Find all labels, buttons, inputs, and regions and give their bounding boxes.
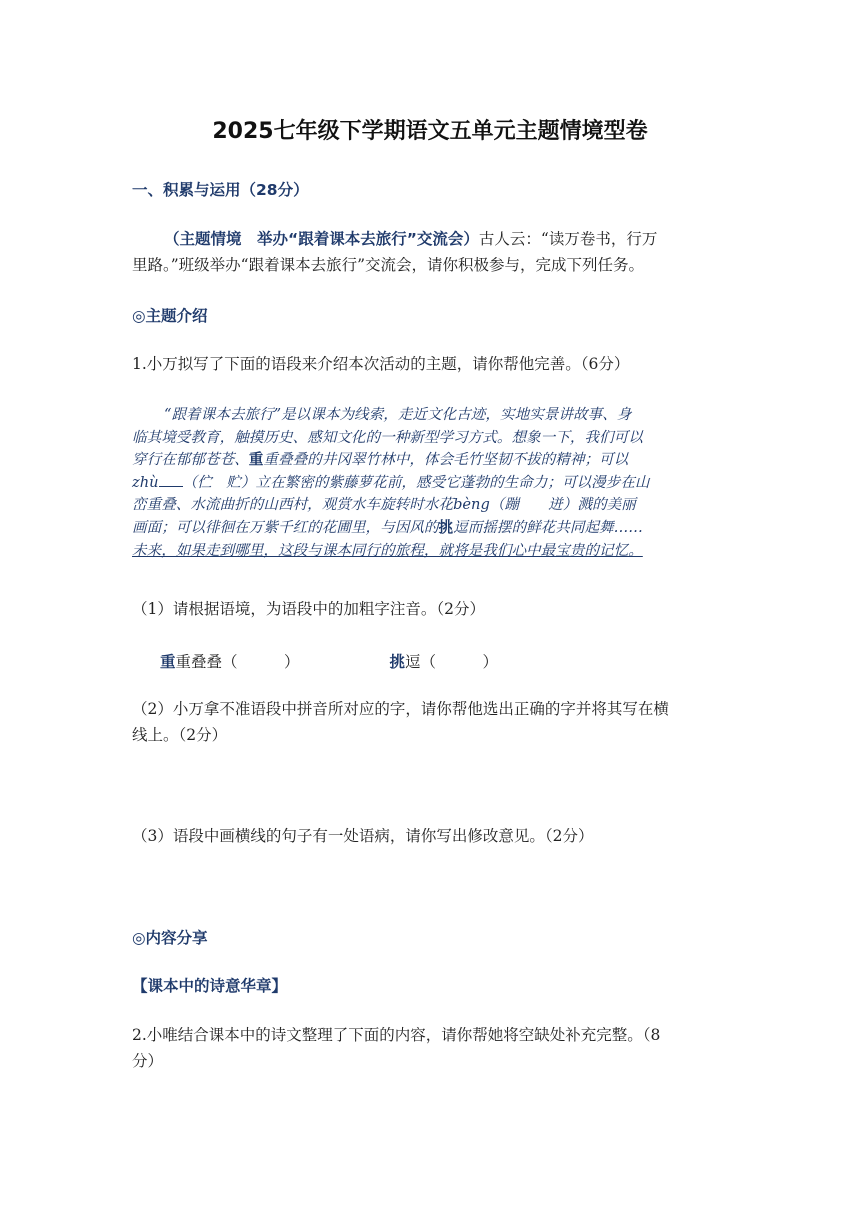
subquestion-2-prompt (132, 696, 736, 748)
passage-line: 临其境受教育，触摸历史、感知文化的一种新型学习方式。想象一下，我们可以 (132, 428, 643, 446)
theme-context-text-2: 里路。”班级举办“跟着课本去旅行”交流会，请你积极参与，完成下列任务。 (132, 256, 645, 274)
passage-line (132, 449, 732, 472)
subquestion-1-prompt: （1）请根据语境，为语段中的加粗字注音。（2分） (132, 600, 485, 618)
theme-context-paragraph (132, 226, 732, 278)
answer-blank[interactable] (159, 472, 183, 487)
theme-intro-heading: ◎主题介绍 (132, 307, 208, 325)
passage (132, 404, 732, 562)
bold-char-tiao: 挑 (438, 518, 454, 536)
answer-item-tiao-bold: 挑 (389, 653, 406, 671)
passage-line: 峦重叠、水流曲折的山西村，观赏水车旋转时水花bèng（蹦 迸）溅的美丽 (132, 496, 636, 514)
theme-context-label: （主题情境 举办“跟着课本去旅行”交流会） (164, 230, 479, 248)
answer-item-chong[interactable]: 重叠叠（ ） (175, 653, 300, 671)
subquestion-3-prompt: （3）语段中画横线的句子有一处语病，请你写出修改意见。（2分） (132, 827, 594, 845)
content-share-heading: ◎内容分享 (132, 929, 208, 947)
theme-context-text-1: 古人云：“读万卷书，行万 (478, 230, 658, 248)
section-heading-accumulation: 一、积累与运用（28分） (132, 181, 309, 199)
question-1-prompt: 1.小万拟写了下面的语段来介绍本次活动的主题，请你帮他完善。（6分） (132, 355, 630, 373)
poetry-heading: 【课本中的诗意华章】 (132, 977, 288, 995)
passage-text: 画面；可以徘徊在万紫千红的花圃里，与因风的 (132, 518, 439, 536)
passage-text: （伫 贮）立在繁密的紫藤萝花前，感受它蓬勃的生命力；可以漫步在山 (182, 473, 650, 491)
question-2-prompt (132, 1022, 732, 1074)
answer-item-chong-bold: 重 (160, 653, 176, 671)
passage-text: 重叠叠的井冈翠竹林中，体会毛竹坚韧不拔的精神；可以 (263, 451, 629, 469)
question-2-line-2: 分） (132, 1052, 164, 1070)
answer-item-tiao[interactable]: 逗（ ） (405, 653, 499, 671)
bold-char-chong: 重 (248, 451, 264, 469)
passage-text: 逗而摇摆的鲜花共同起舞…… (453, 518, 643, 536)
underlined-sentence: 未来，如果走到哪里，这段与课本同行的旅程，就将是我们心中最宝贵的记忆。 (132, 541, 643, 559)
passage-text: 穿行在郁郁苍苍、 (132, 451, 249, 469)
passage-line: “跟着课本去旅行”是以课本为线索，走近文化古迹，实地实景讲故事、身 (164, 406, 632, 423)
page-title: 2025七年级下学期语文五单元主题情境型卷 (212, 119, 648, 144)
passage-line (132, 472, 732, 495)
passage-line (132, 517, 732, 540)
question-2-line-1: 2.小唯结合课本中的诗文整理了下面的内容，请你帮她将空缺处补充完整。（8 (132, 1026, 661, 1044)
pinyin-zhu: zhù (132, 473, 159, 491)
pronunciation-answers (160, 650, 498, 672)
subquestion-2-line-2: 线上。（2分） (132, 726, 228, 744)
subquestion-2-line-1: （2）小万拿不准语段中拼音所对应的字，请你帮他选出正确的字并将其写在横 (132, 700, 669, 718)
